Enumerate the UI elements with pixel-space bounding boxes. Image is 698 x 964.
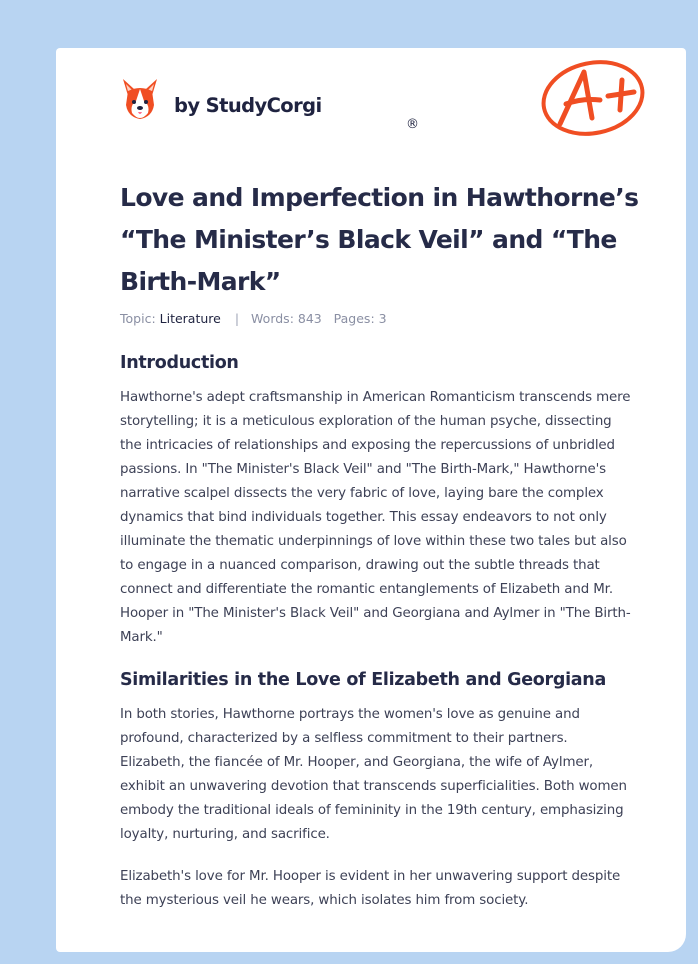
essay-body	[120, 351, 636, 913]
brand-name: by StudyCorgi	[174, 94, 322, 117]
section-heading-introduction: Introduction	[120, 353, 239, 373]
topic-label: Topic:	[120, 311, 156, 326]
topic-link[interactable]: Literature	[159, 311, 221, 326]
a-plus-grade-icon	[538, 58, 650, 140]
pages-label: Pages:	[333, 311, 375, 326]
essay-title: Love and Imperfection in Hawthorne’s “The Minister’s Black Veil” and “The Birth-Mark”	[120, 183, 639, 296]
studycorgi-logo[interactable]	[120, 75, 419, 132]
section-heading-similarities: Similarities in the Love of Elizabeth and Georgiana	[120, 670, 606, 690]
meta-separator: |	[234, 311, 240, 326]
registered-mark: ®	[406, 117, 419, 132]
paragraph: Hawthorne's adept craftsmanship in American Romanticism transcends mere storytelling; it is a meticulous exploration of the human psyche, dissecting the intricacies of relationships and exposing the repercussions of unbridled passions. In "The Minister's Black Veil" and "The Birth-Mark," Hawthorne's narrative scalpel dissects the very fabric of love, laying bare the complex dynamics that bind individuals together. This essay endeavors to not only illuminate the thematic underpinnings of love within these two tales but also to engage in a nuanced comparison, drawing out the subtle threads that connect and differentiate the romantic entanglements of Elizabeth and Mr. Hooper in "The Minister's Black Veil" and Georgiana and Aylmer in "The Birth-Mark."	[120, 390, 631, 645]
paragraph: In both stories, Hawthorne portrays the women's love as genuine and profound, characterized by a selfless commitment to their partners. Elizabeth, the fiancée of Mr. Hooper, and Georgiana, the wife of Aylmer, exhibit an unwavering devotion that transcends superficialities. Both women embody the traditional ideals of femininity in the 19th century, emphasizing loyalty, nurturing, and sacrifice.	[120, 707, 627, 842]
essay-meta	[120, 311, 387, 326]
words-label: Words:	[251, 311, 294, 326]
words-count: 843	[297, 311, 322, 326]
corgi-icon	[120, 75, 160, 121]
pages-count: 3	[378, 311, 387, 326]
essay-page	[56, 48, 686, 952]
paragraph: Elizabeth's love for Mr. Hooper is evident in her unwavering support despite the mysterious veil he wears, which isolates him from society.	[120, 869, 621, 908]
